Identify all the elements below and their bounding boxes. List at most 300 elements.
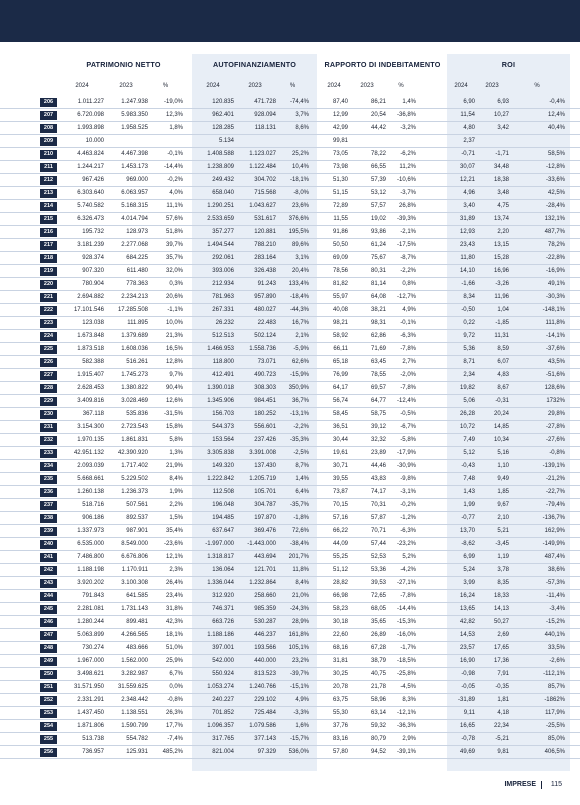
cell-roi-2023: 2,20 [497,229,509,235]
cell-autofin-2024: 1.494.544 [207,242,234,248]
cell-patrimonio-pct: 4,0% [169,190,183,196]
cell-patrimonio-pct: -0,1% [167,151,183,157]
table-row [0,434,580,447]
cell-rapporto-pct: 5,2% [402,554,416,560]
table-row [0,421,580,434]
cell-roi-2024: 8,34 [463,294,475,300]
cell-patrimonio-pct: 26,3% [165,710,183,716]
cell-roi-pct: 111,8% [545,320,565,326]
cell-autofin-2024: 2.533.659 [207,216,234,222]
cell-autofin-2023: 120.881 [254,229,276,235]
cell-autofin-pct: -44,3% [289,307,309,313]
table-row [0,317,580,330]
rank-badge: 241 [40,553,57,562]
cell-autofin-2024: 196.048 [212,502,234,508]
table-row [0,577,580,590]
cell-autofin-2023: 443.694 [254,554,276,560]
cell-roi-2024: 9,11 [463,710,475,716]
rank-badge: 236 [40,488,57,497]
subheader-pct: % [162,83,169,89]
cell-patrimonio-pct: 31,8% [165,606,183,612]
cell-rapporto-2024: 55,25 [332,554,348,560]
cell-patrimonio-pct: 11,1% [166,203,183,209]
cell-roi-2024: 9,72 [463,333,475,339]
cell-roi-pct: 33,5% [547,645,565,651]
cell-rapporto-2024: 78,56 [332,268,348,274]
cell-autofin-2024: 1.345.906 [207,398,234,404]
cell-rapporto-2023: 98,31 [370,320,386,326]
cell-rapporto-pct: -27,1% [396,580,416,586]
cell-rapporto-2024: 73,87 [332,489,348,495]
cell-autofin-pct: -18,4% [289,294,309,300]
cell-patrimonio-2024: 2.281.081 [77,606,104,612]
cell-rapporto-2023: 78,22 [370,151,386,157]
cell-patrimonio-pct: 20,6% [165,294,183,300]
cell-autofin-2024: 1.290.251 [207,203,234,209]
cell-rapporto-2024: 44,09 [332,541,348,547]
cell-autofin-2024: 120.835 [212,99,234,105]
cell-rapporto-2024: 83,16 [332,736,348,742]
cell-roi-2024: 4,96 [463,190,475,196]
cell-autofin-pct: 11,8% [292,567,309,573]
subheader-year: 2024 [75,83,89,89]
cell-autofin-2024: 544.373 [212,424,234,430]
cell-rapporto-2023: 44,42 [370,125,386,131]
cell-roi-2024: 1,99 [463,502,475,508]
cell-rapporto-2024: 69,09 [332,255,348,261]
rank-badge: 246 [40,618,57,627]
cell-roi-2024: -0,77 [461,515,475,521]
column-groups [0,58,580,72]
cell-roi-2024: 42,82 [459,619,475,625]
cell-roi-pct: -16,9% [545,268,565,274]
rank-badge: 240 [40,540,57,549]
cell-autofin-2023: 97.329 [257,749,276,755]
cell-roi-2023: 18,38 [493,177,509,183]
cell-autofin-pct: 72,6% [291,528,309,534]
cell-rapporto-2023: 64,08 [370,294,386,300]
cell-patrimonio-2023: 8.549.000 [121,541,148,547]
cell-patrimonio-2023: 6.063.957 [121,190,148,196]
cell-roi-2024: 1,43 [463,489,475,495]
cell-roi-pct: 487,7% [544,229,565,235]
cell-roi-pct: 38,6% [547,567,565,573]
cell-rapporto-pct: -7,8% [400,385,416,391]
cell-patrimonio-pct: -19,0% [163,99,183,105]
cell-roi-2023: 1,04 [497,307,509,313]
cell-patrimonio-pct: -0,8% [167,697,183,703]
cell-roi-pct: -0,4% [549,99,565,105]
cell-rapporto-2023: 21,78 [370,684,386,690]
cell-rapporto-2023: 69,57 [370,385,386,391]
rank-badge: 253 [40,709,57,718]
cell-autofin-2024: 962.401 [212,112,234,118]
cell-rapporto-2023: 63,14 [370,710,386,716]
rank-badge: 206 [40,98,57,107]
cell-autofin-pct: 376,6% [288,216,309,222]
rank-badge: 242 [40,566,57,575]
cell-rapporto-2023: 93,86 [370,229,386,235]
group-rapporto-indebitamento: RAPPORTO DI INDEBITAMENTO [324,60,441,69]
cell-roi-pct: -27,6% [545,437,565,443]
cell-roi-pct: -148,1% [542,307,565,313]
rank-badge: 232 [40,436,57,445]
table-row [0,382,580,395]
cell-patrimonio-2023: 899.481 [126,619,148,625]
cell-autofin-pct: 536,0% [288,749,309,755]
cell-patrimonio-pct: 51,8% [165,229,183,235]
cell-patrimonio-2023: 969.000 [126,177,148,183]
cell-rapporto-pct: -9,8% [400,476,416,482]
cell-patrimonio-2023: 1.379.689 [121,333,148,339]
table-row [0,629,580,642]
cell-roi-pct: 42,5% [547,190,565,196]
cell-autofin-pct: 36,7% [291,398,309,404]
table-row [0,200,580,213]
cell-rapporto-2023: 38,79 [370,658,386,664]
table-row [0,486,580,499]
rank-badge: 252 [40,696,57,705]
cell-roi-2024: 23,57 [459,645,475,651]
cell-autofin-2023: 1.240.766 [249,684,276,690]
cell-rapporto-2024: 57,16 [332,515,348,521]
cell-roi-2023: 3,42 [497,125,509,131]
cell-roi-2023: 14,85 [493,424,509,430]
rank-badge: 211 [40,163,57,172]
cell-patrimonio-2024: 928.374 [82,255,104,261]
rank-badge: 239 [40,527,57,536]
cell-roi-2024: 8,71 [463,359,475,365]
cell-roi-2023: -1,71 [495,151,509,157]
cell-patrimonio-2023: 641.585 [126,593,148,599]
cell-patrimonio-2024: 3.920.202 [77,580,104,586]
cell-rapporto-pct: -17,9% [396,450,416,456]
cell-patrimonio-pct: -0,2% [167,177,183,183]
cell-rapporto-pct: -17,5% [396,242,416,248]
table-row [0,603,580,616]
cell-patrimonio-2023: 2.348.442 [121,697,148,703]
cell-autofin-pct: 105,1% [288,645,309,651]
cell-rapporto-2024: 12,99 [332,112,348,118]
subheader-row [0,80,580,92]
cell-autofin-2024: 240.227 [212,697,234,703]
rank-badge: 215 [40,215,57,224]
cell-autofin-2024: 128.285 [212,125,234,131]
cell-autofin-pct: 25,2% [291,151,309,157]
cell-patrimonio-pct: 9,7% [169,372,183,378]
cell-roi-2023: 15,28 [493,255,509,261]
footer-separator [541,781,542,789]
rank-badge: 221 [40,293,57,302]
cell-autofin-2024: -1.997.000 [205,541,234,547]
cell-rapporto-pct: -12,4% [396,398,416,404]
cell-rapporto-2024: 40,08 [332,307,348,313]
cell-roi-2023: -3,45 [495,541,509,547]
cell-patrimonio-2023: 1.236.373 [121,489,148,495]
cell-autofin-pct: -24,3% [289,606,309,612]
cell-patrimonio-2023: 2.277.068 [121,242,148,248]
cell-autofin-2023: 304.787 [254,502,276,508]
cell-patrimonio-2023: 3.282.987 [121,671,148,677]
cell-rapporto-pct: -6,7% [400,424,416,430]
cell-roi-2024: 12,93 [459,229,475,235]
cell-roi-2024: 7,49 [463,437,475,443]
cell-rapporto-2023: 80,79 [370,736,386,742]
cell-patrimonio-2023: 2.723.543 [121,424,148,430]
cell-rapporto-pct: -6,2% [400,151,416,157]
table-row [0,460,580,473]
cell-patrimonio-2024: 1.244.217 [77,164,104,170]
cell-roi-2023: 10,27 [493,112,509,118]
cell-autofin-2023: 1.232.864 [249,580,276,586]
cell-rapporto-2023: 39,12 [370,424,386,430]
cell-roi-pct: -33,6% [545,177,565,183]
cell-roi-pct: 40,4% [547,125,565,131]
cell-patrimonio-2024: 1.873.518 [77,346,104,352]
table-row [0,291,580,304]
cell-autofin-2024: 542.000 [212,658,234,664]
cell-patrimonio-2023: 507.561 [126,502,148,508]
cell-autofin-2023: 1.079.586 [249,723,276,729]
cell-patrimonio-2023: 1.453.173 [121,164,148,170]
cell-roi-2024: 5,24 [463,567,475,573]
cell-roi-2024: 14,53 [459,632,475,638]
cell-autofin-2023: 813.523 [254,671,276,677]
cell-roi-2024: -0,98 [461,671,475,677]
table-row [0,356,580,369]
table-row [0,551,580,564]
table-row [0,239,580,252]
cell-autofin-2024: 512.513 [212,333,234,339]
cell-patrimonio-2023: 1.590.799 [121,723,148,729]
table-row [0,369,580,382]
cell-roi-pct: -14,1% [545,333,565,339]
cell-autofin-2024: 5.134 [218,138,234,144]
cell-autofin-pct: 2,1% [295,333,309,339]
cell-roi-pct: -27,8% [545,424,565,430]
cell-roi-2023: 50,27 [493,619,509,625]
cell-patrimonio-pct: 57,6% [165,216,183,222]
cell-rapporto-2024: 57,80 [332,749,348,755]
cell-rapporto-pct: 0,8% [402,281,416,287]
cell-patrimonio-2024: 4.463.824 [77,151,104,157]
table-row [0,304,580,317]
cell-patrimonio-2023: 17.285.508 [117,307,148,313]
cell-autofin-pct: 161,8% [288,632,309,638]
cell-rapporto-pct: 8,3% [402,697,416,703]
cell-roi-2023: 8,35 [497,580,509,586]
cell-roi-pct [509,135,565,147]
cell-roi-2024: 4,80 [463,125,475,131]
cell-rapporto-2023: 58,75 [370,411,386,417]
cell-rapporto-2024: 58,45 [332,411,348,417]
cell-roi-2024: 2,37 [463,138,475,144]
table-row [0,538,580,551]
cell-autofin-2023: 308.303 [254,385,276,391]
cell-rapporto-pct: -4,5% [400,684,416,690]
cell-patrimonio-2023: 554.782 [126,736,148,742]
cell-roi-pct: -25,5% [545,723,565,729]
cell-patrimonio-pct: 21,3% [165,333,183,339]
cell-roi-2023: 13,15 [493,242,509,248]
cell-autofin-pct: 350,9% [288,385,309,391]
cell-autofin-2023: -1.443.000 [247,541,276,547]
cell-roi-2023: 2,69 [497,632,509,638]
subheader-pct: % [398,83,404,89]
cell-autofin-2023: 715.568 [254,190,276,196]
footer-section-title: IMPRESE [504,781,536,788]
cell-roi-pct: 85,0% [547,736,565,742]
cell-roi-pct: -79,4% [545,502,565,508]
cell-patrimonio-2024: 967.426 [82,177,104,183]
cell-roi-2023: -1,85 [495,320,509,326]
cell-rapporto-2024: 55,97 [332,294,348,300]
cell-roi-pct: -139,1% [542,463,565,469]
cell-roi-2023 [475,135,509,147]
cell-roi-2023: 20,24 [493,411,509,417]
cell-patrimonio-2023: 1.745.273 [121,372,148,378]
cell-autofin-2023: 928.094 [254,112,276,118]
table-row [0,161,580,174]
cell-roi-2023: 17,36 [493,658,509,664]
cell-rapporto-pct: -10,6% [396,177,416,183]
cell-roi-2024: 16,65 [459,723,475,729]
cell-autofin-2023: 440.000 [254,658,276,664]
cell-autofin-2024: 136.064 [212,567,234,573]
cell-autofin-2023: 369.476 [254,528,276,534]
cell-autofin-2023: 1.122.484 [249,164,276,170]
cell-roi-2023: 34,48 [493,164,509,170]
cell-rapporto-2023: 62,86 [370,333,386,339]
subheader-year: 2023 [119,83,133,89]
rank-badge: 210 [40,150,57,159]
cell-roi-pct: -2,6% [549,658,565,664]
cell-patrimonio-pct: 21,9% [165,463,183,469]
cell-roi-2024: -0,50 [461,307,475,313]
rank-badge: 256 [40,748,57,757]
rank-badge: 227 [40,371,57,380]
subheader-year: 2023 [248,83,262,89]
table-row [0,252,580,265]
cell-roi-2023: 17,65 [493,645,509,651]
cell-autofin-pct: 23,2% [291,658,309,664]
cell-autofin-pct: -39,7% [289,671,309,677]
cell-rapporto-2024: 39,55 [332,476,348,482]
cell-patrimonio-2024: 2.093.039 [77,463,104,469]
table-row [0,122,580,135]
cell-patrimonio-2024: 6.303.640 [77,190,104,196]
cell-rapporto-2024: 99,81 [332,138,348,144]
cell-patrimonio-pct: 0,3% [169,281,183,287]
cell-autofin-2023: 304.702 [254,177,276,183]
cell-autofin-2023 [234,135,276,147]
cell-patrimonio-pct: 42,3% [165,619,183,625]
cell-autofin-pct: -35,7% [289,502,309,508]
cell-roi-2024: 6,99 [463,554,475,560]
cell-autofin-2024: 312.920 [212,593,234,599]
cell-rapporto-2024: 30,71 [332,463,348,469]
cell-autofin-2023: 197.870 [254,515,276,521]
page-number: 115 [550,781,562,788]
cell-autofin-pct: -18,1% [289,177,309,183]
rank-badge: 238 [40,514,57,523]
cell-rapporto-2023: 32,32 [370,437,386,443]
cell-autofin-2023: 193.566 [254,645,276,651]
cell-autofin-pct: 1,6% [295,723,309,729]
cell-patrimonio-2024: 2.628.453 [77,385,104,391]
cell-rapporto-pct: -3,2% [400,125,416,131]
cell-rapporto-pct: -18,5% [396,658,416,664]
cell-roi-2023: 1,19 [497,554,509,560]
cell-roi-pct: 43,5% [547,359,565,365]
cell-roi-2024: 3,99 [463,580,475,586]
cell-rapporto-2024: 19,61 [332,450,348,456]
cell-autofin-2024: 637.647 [212,528,234,534]
cell-rapporto-2023: 23,89 [370,450,386,456]
cell-autofin-2024: 267.331 [212,307,234,313]
cell-autofin-2023: 91.243 [257,281,276,287]
cell-rapporto-pct: -0,1% [400,320,416,326]
table-row [0,408,580,421]
cell-rapporto-pct: -2,0% [400,372,416,378]
cell-autofin-pct: 21,0% [291,593,309,599]
table-row [0,226,580,239]
rank-badge: 217 [40,241,57,250]
rank-badge: 218 [40,254,57,263]
cell-patrimonio-pct: -14,4% [163,164,183,170]
cell-roi-2023: 4,75 [497,203,509,209]
cell-autofin-2024: 1.188.186 [207,632,234,638]
cell-roi-2024: -31,89 [457,697,475,703]
cell-autofin-pct: -38,4% [289,541,309,547]
rank-badge: 235 [40,475,57,484]
cell-roi-2024: 19,82 [459,385,475,391]
table-row [0,707,580,720]
cell-rapporto-2024: 51,15 [332,190,348,196]
cell-rapporto-pct: -1,7% [400,645,416,651]
cell-roi-2023: -5,21 [495,736,509,742]
cell-rapporto-2023: 94,52 [370,749,386,755]
cell-patrimonio-2023: 31.559.625 [117,684,148,690]
cell-autofin-2024: 118.800 [212,359,234,365]
cell-autofin-pct: -15,7% [289,736,309,742]
table-row [0,265,580,278]
cell-roi-pct: 85,7% [547,684,565,690]
cell-autofin-2024: 663.726 [212,619,234,625]
cell-roi-2024: 0,22 [463,320,475,326]
cell-rapporto-2024: 56,74 [332,398,348,404]
rank-badge: 254 [40,722,57,731]
rank-badge: 222 [40,306,57,315]
cell-patrimonio-pct: 8,4% [169,476,183,482]
cell-autofin-2023: 283.164 [254,255,276,261]
cell-roi-2023: -0,31 [495,398,509,404]
cell-rapporto-2023: 44,46 [370,463,386,469]
cell-roi-pct: 49,1% [547,281,565,287]
cell-roi-pct: -57,3% [545,580,565,586]
cell-autofin-pct: -74,4% [289,99,309,105]
cell-autofin-2024: 317.765 [212,736,234,742]
cell-patrimonio-2024: 518.716 [82,502,104,508]
cell-rapporto-2024: 30,25 [332,671,348,677]
rank-badge: 251 [40,683,57,692]
cell-patrimonio-2023: 483.666 [126,645,148,651]
cell-roi-2024: 49,69 [459,749,475,755]
cell-autofin-2023: 377.143 [254,736,276,742]
cell-autofin-2024: 393.006 [212,268,234,274]
rank-badge: 245 [40,605,57,614]
cell-patrimonio-2024: 906.186 [82,515,104,521]
